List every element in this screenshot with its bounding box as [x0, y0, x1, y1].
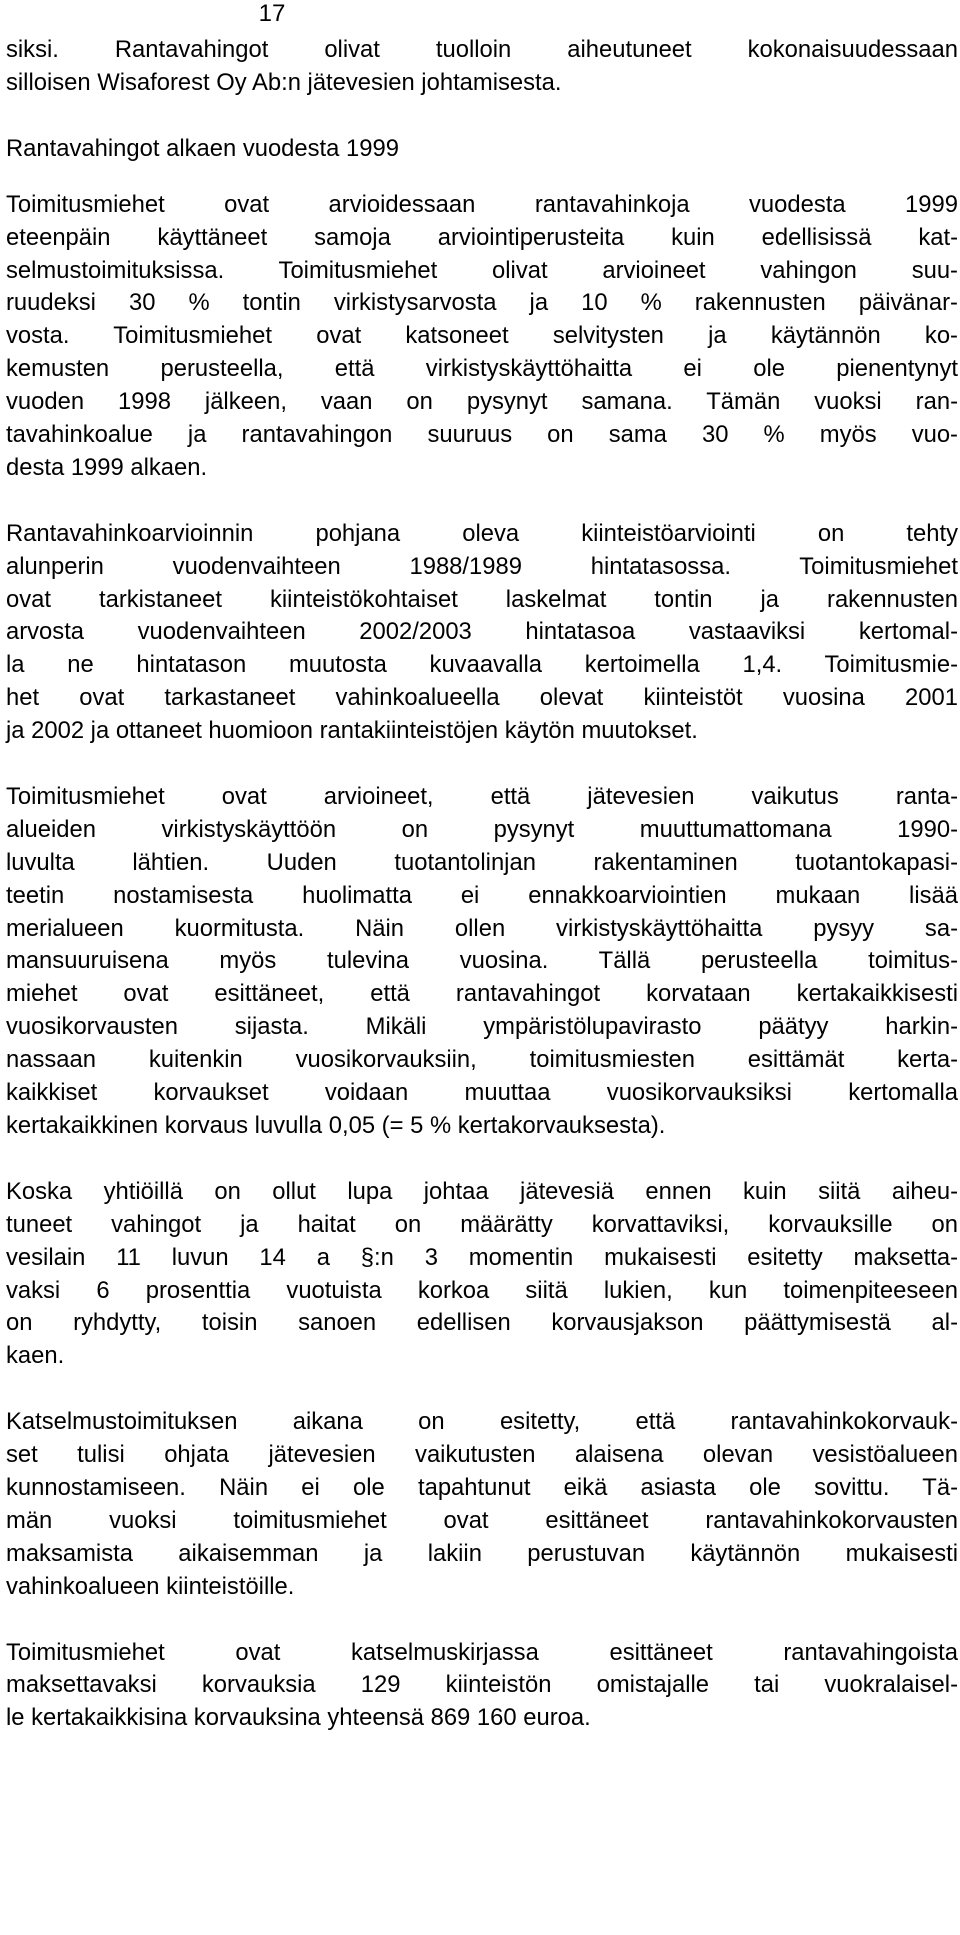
page-number: 17: [258, 0, 286, 27]
text-line: silloisen Wisaforest Oy Ab:n jätevesien johtamisesta.: [6, 68, 562, 96]
text-line: la ne hintatason muutosta kuvaavalla kertoimella 1,4. Toimitusmie-: [6, 651, 958, 679]
text-line: Toimitusmiehet ovat arvioidessaan rantavahinkoja vuodesta 1999: [6, 190, 958, 218]
text-line: arvosta vuodenvaihteen 2002/2003 hintatasoa vastaaviksi kertomal-: [6, 618, 958, 646]
text-line: vuosikorvausten sijasta. Mikäli ympäristölupavirasto päätyy harkin-: [6, 1013, 958, 1041]
text-line: het ovat tarkastaneet vahinkoalueella olevat kiinteistöt vuosina 2001: [6, 684, 958, 712]
paragraph: [6, 518, 958, 748]
text-line: on ryhdytty, toisin sanoen edellisen korvausjakson päättymisestä al-: [6, 1309, 958, 1337]
text-line: set tulisi ohjata jätevesien vaikutusten alaisena olevan vesistöalueen: [6, 1441, 958, 1469]
text-line: eteenpäin käyttäneet samoja arviointiperusteita kuin edellisissä kat-: [6, 223, 958, 251]
text-line: ovat tarkistaneet kiinteistökohtaiset laskelmat tontin ja rakennusten: [6, 585, 958, 613]
text-line: nassaan kuitenkin vuosikorvauksiin, toimitusmiesten esittämät kerta-: [6, 1046, 958, 1074]
text-line: siksi. Rantavahingot olivat tuolloin aiheutuneet kokonaisuudessaan: [6, 36, 958, 63]
text-line: alunperin vuodenvaihteen 1988/1989 hintatasossa. Toimitusmiehet: [6, 552, 958, 580]
text-line: vesilain 11 luvun 14 a §:n 3 momentin mukaisesti esitetty maksetta-: [6, 1243, 958, 1271]
text-line: vahinkoalueen kiinteistöille.: [6, 1572, 295, 1600]
text-line: luvulta lähtien. Uuden tuotantolinjan rakentaminen tuotantokapasi-: [6, 848, 958, 876]
text-line: Rantavahingot alkaen vuodesta 1999: [6, 134, 399, 162]
text-line: vosta. Toimitusmiehet ovat katsoneet selvitysten ja käytännön ko-: [6, 322, 958, 350]
paragraph: [6, 1637, 958, 1736]
text-line: selmustoimituksissa. Toimitusmiehet olivat arvioineet vahingon suu-: [6, 256, 958, 284]
text-line: Katselmustoimituksen aikana on esitetty, että rantavahinkokorvauk-: [6, 1408, 958, 1436]
text-line: kunnostamiseen. Näin ei ole tapahtunut eikä asiasta ole sovittu. Tä-: [6, 1473, 958, 1501]
text-line: Koska yhtiöillä on ollut lupa johtaa jätevesiä ennen kuin siitä aiheu-: [6, 1177, 958, 1205]
text-line: desta 1999 alkaen.: [6, 453, 208, 481]
paragraph: [6, 34, 958, 100]
text-line: Toimitusmiehet ovat katselmuskirjassa esittäneet rantavahingoista: [6, 1638, 958, 1666]
text-line: Rantavahinkoarvioinnin pohjana oleva kiinteistöarviointi on tehty: [6, 519, 958, 547]
text-line: kertakaikkinen korvaus luvulla 0,05 (= 5 % kertakorvauksesta).: [6, 1111, 666, 1139]
text-line: ja 2002 ja ottaneet huomioon rantakiinteistöjen käytön muutokset.: [6, 717, 698, 745]
text-line: merialueen kuormitusta. Näin ollen virkistyskäyttöhaitta pysyy sa-: [6, 914, 958, 942]
text-line: maksettavaksi korvauksia 129 kiinteistön omistajalle tai vuokralaisel-: [6, 1671, 958, 1699]
text-line: miehet ovat esittäneet, että rantavahingot korvataan kertakaikkisesti: [6, 980, 958, 1008]
text-line: vaksi 6 prosenttia vuotuista korkoa siitä lukien, kun toimenpiteeseen: [6, 1276, 958, 1304]
text-line: ruudeksi 30 % tontin virkistysarvosta ja 10 % rakennusten päivänar-: [6, 289, 958, 317]
paragraph: [6, 189, 958, 485]
text-line: maksamista aikaisemman ja lakiin perustuvan käytännön mukaisesti: [6, 1539, 958, 1567]
text-line: kaen.: [6, 1342, 65, 1370]
text-line: mansuuruisena myös tulevina vuosina. Tällä perusteella toimitus-: [6, 947, 958, 975]
paragraph: [6, 1176, 958, 1373]
text-line: kemusten perusteella, että virkistyskäyttöhaitta ei ole pienentynyt: [6, 355, 958, 383]
text-line: alueiden virkistyskäyttöön on pysynyt muuttumattomana 1990-: [6, 815, 958, 843]
text-line: le kertakaikkisina korvauksina yhteensä 869 160 euroa.: [6, 1704, 591, 1732]
section-heading: [6, 133, 958, 165]
paragraph: [6, 781, 958, 1143]
text-line: kaikkiset korvaukset voidaan muuttaa vuosikorvauksiksi kertomalla: [6, 1079, 958, 1107]
text-line: tuneet vahingot ja haitat on määrätty korvattaviksi, korvauksille on: [6, 1210, 958, 1238]
body-text: [6, 34, 958, 1768]
text-line: tavahinkoalue ja rantavahingon suuruus on sama 30 % myös vuo-: [6, 421, 958, 449]
text-line: teetin nostamisesta huolimatta ei ennakkoarviointien mukaan lisää: [6, 881, 958, 909]
text-line: vuoden 1998 jälkeen, vaan on pysynyt samana. Tämän vuoksi ran-: [6, 388, 958, 416]
paragraph: [6, 1406, 958, 1603]
text-line: män vuoksi toimitusmiehet ovat esittäneet rantavahinkokorvausten: [6, 1506, 958, 1534]
text-line: Toimitusmiehet ovat arvioineet, että jätevesien vaikutus ranta-: [6, 783, 958, 811]
